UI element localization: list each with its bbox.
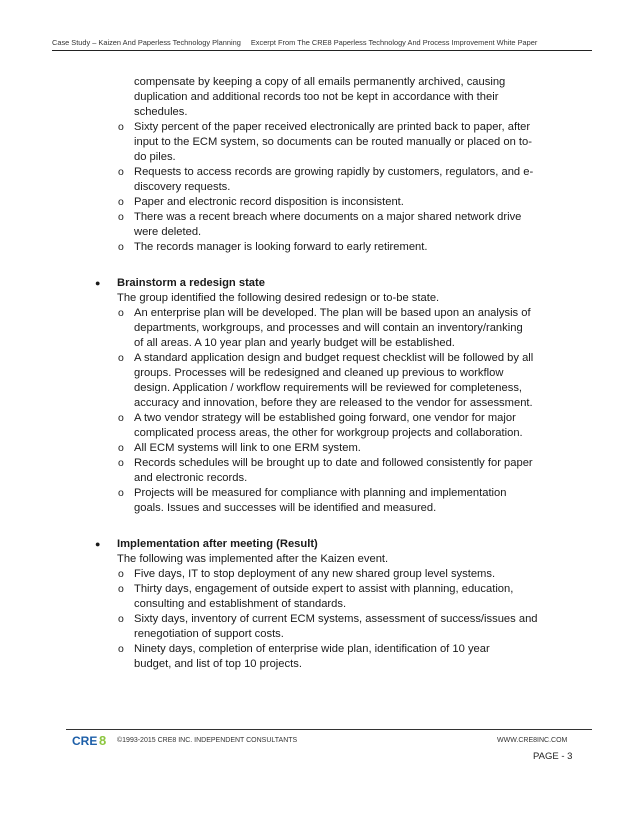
footer-website: WWW.CRE8INC.COM (497, 737, 568, 744)
list-item-line: goals. Issues and successes will be identified and measured. (134, 502, 437, 514)
list-item-line: Paper and electronic record disposition is inconsistent. (134, 196, 404, 208)
section-intro: The following was implemented after the Kaizen event. (117, 553, 389, 565)
list-item-line: Requests to access records are growing rapidly by customers, regulators, and e- (134, 166, 534, 178)
list-item-line: Records schedules will be brought up to date and followed consistently for paper (134, 457, 533, 469)
list-item-line: departments, workgroups, and processes and will contain an inventory/ranking (134, 322, 523, 334)
list-item-line: A standard application design and budget request checklist will be followed by all (134, 352, 534, 364)
header-title: Case Study – Kaizen And Paperless Technology Planning (52, 38, 241, 47)
logo-text: CRE (72, 734, 98, 747)
circle-bullet-icon: o (118, 457, 124, 469)
circle-bullet-icon: o (118, 166, 124, 178)
list-item-line: do piles. (134, 151, 176, 163)
page-number: PAGE - 3 (533, 751, 573, 762)
list-item-line: schedules. (134, 106, 188, 118)
circle-bullet-icon: o (118, 568, 124, 580)
list-item-line: compensate by keeping a copy of all emails permanently archived, causing (134, 76, 506, 88)
filled-bullet-icon: ● (95, 539, 101, 549)
logo-digit: 8 (99, 733, 107, 747)
section-intro: The group identified the following desired redesign or to-be state. (117, 292, 440, 304)
filled-bullet-icon: ● (95, 278, 101, 288)
list-item-line: All ECM systems will link to one ERM system. (134, 442, 361, 454)
circle-bullet-icon: o (118, 241, 124, 253)
circle-bullet-icon: o (118, 352, 124, 364)
list-item-line: The records manager is looking forward to early retirement. (134, 241, 428, 253)
list-item-line: and electronic records. (134, 472, 248, 484)
circle-bullet-icon: o (118, 211, 124, 223)
section-heading: Implementation after meeting (Result) (117, 538, 318, 550)
list-item-line: Five days, IT to stop deployment of any new shared group level systems. (134, 568, 496, 580)
list-item-line: Thirty days, engagement of outside expert to assist with planning, education, (134, 583, 514, 595)
list-item-line: Sixty days, inventory of current ECM systems, assessment of success/issues and (134, 613, 538, 625)
footer-copyright: ©1993-2015 CRE8 INC. INDEPENDENT CONSULTANTS (117, 737, 298, 744)
list-item-line: budget, and list of top 10 projects. (134, 658, 302, 670)
list-item-line: consulting and establishment of standards. (134, 598, 347, 610)
circle-bullet-icon: o (118, 121, 124, 133)
circle-bullet-icon: o (118, 613, 124, 625)
list-item-line: Sixty percent of the paper received electronically are printed back to paper, after (134, 121, 531, 133)
list-item-line: discovery requests. (134, 181, 231, 193)
circle-bullet-icon: o (118, 307, 124, 319)
footer-divider (66, 729, 592, 730)
list-item-line: complicated process areas, the other for workgroup projects and collaboration. (134, 427, 523, 439)
list-item-line: were deleted. (134, 226, 202, 238)
list-item-line: of all areas. A 10 year plan and yearly budget will be established. (134, 337, 455, 349)
circle-bullet-icon: o (118, 643, 124, 655)
list-item-line: input to the ECM system, so documents can be routed manually or placed on to- (134, 136, 532, 148)
list-item-line: design. Application / workflow requirements will be reviewed for completeness, (134, 382, 523, 394)
list-item-line: accuracy and innovation, before they are released to the vendor for assessment. (134, 397, 533, 409)
list-item-line: Ninety days, completion of enterprise wide plan, identification of 10 year (134, 643, 490, 655)
circle-bullet-icon: o (118, 196, 124, 208)
list-item-line: groups. Processes will be redesigned and cleaned up previous to workflow (134, 367, 504, 379)
circle-bullet-icon: o (118, 487, 124, 499)
list-item-line: renegotiation of support costs. (134, 628, 284, 640)
page-header (52, 38, 592, 51)
header-excerpt: Excerpt From The CRE8 Paperless Technology And Process Improvement White Paper (250, 38, 538, 47)
circle-bullet-icon: o (118, 583, 124, 595)
list-item-line: There was a recent breach where documents on a major shared network drive (134, 211, 522, 223)
list-item-line: A two vendor strategy will be established going forward, one vendor for major (134, 412, 516, 424)
list-item-line: Projects will be measured for compliance with planning and implementation (134, 487, 507, 499)
list-item-line: An enterprise plan will be developed. The plan will be based upon an analysis of (134, 307, 531, 319)
section-heading: Brainstorm a redesign state (117, 277, 265, 289)
circle-bullet-icon: o (118, 412, 124, 424)
cre8-logo (72, 733, 112, 747)
list-item-line: duplication and additional records too not be kept in accordance with their (134, 91, 499, 103)
circle-bullet-icon: o (118, 442, 124, 454)
